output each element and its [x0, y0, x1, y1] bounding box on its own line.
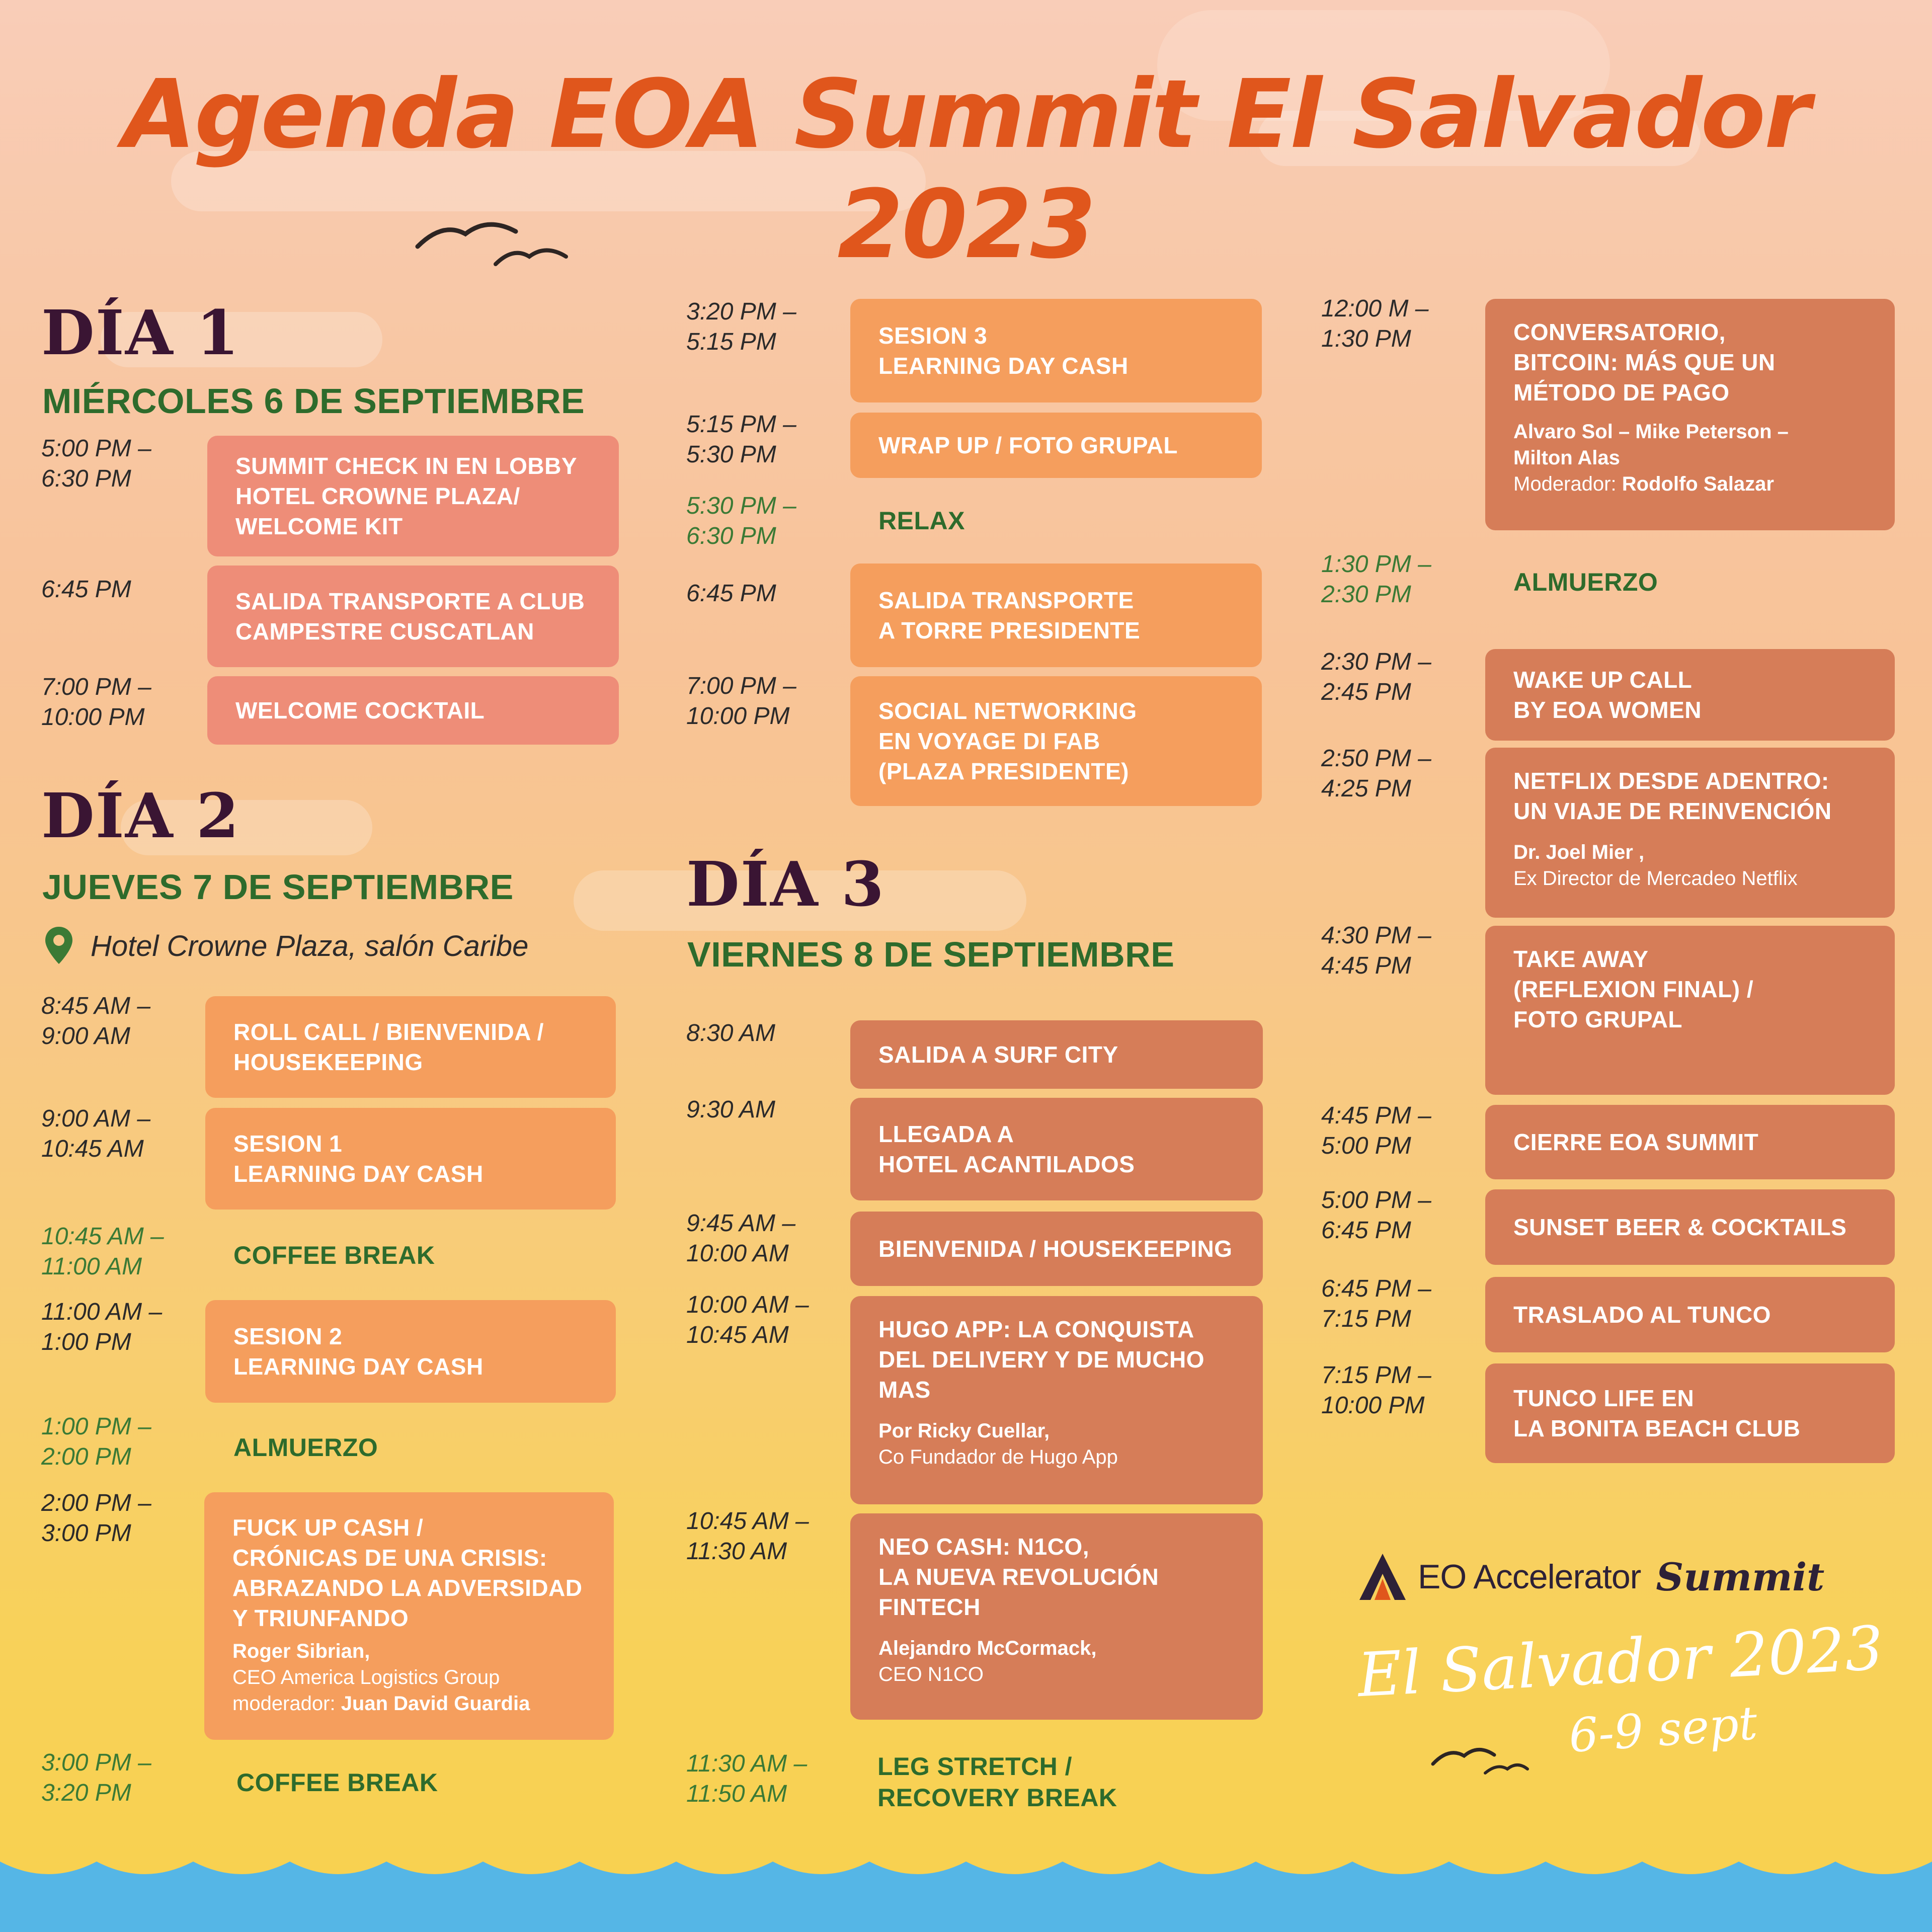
event-box [850, 564, 1262, 667]
event-title: SALIDA TRANSPORTE A TORRE PRESIDENTE [878, 587, 1141, 643]
event-title: TRASLADO AL TUNCO [1513, 1302, 1771, 1328]
event-box [850, 1212, 1263, 1286]
event-box [850, 676, 1262, 806]
day1-date: MIÉRCOLES 6 DE SEPTIEMBRE [42, 381, 585, 421]
logo-brand: EO Accelerator [1418, 1558, 1641, 1596]
event-title: ROLL CALL / BIENVENIDA / HOUSEKEEPING [233, 1019, 544, 1075]
speaker-role: CEO America Logistics Group [232, 1666, 500, 1688]
event-time: 4:30 PM – 4:45 PM [1321, 922, 1431, 979]
event-title: ALMUERZO [233, 1433, 378, 1462]
logo-brand-line [1357, 1552, 1871, 1602]
event-time: 7:15 PM – 10:00 PM [1321, 1362, 1431, 1419]
event-time: 10:45 AM – 11:00 AM [41, 1223, 164, 1280]
event-time: 7:00 PM – 10:00 PM [686, 673, 796, 730]
event-time: 7:00 PM – 10:00 PM [41, 674, 151, 731]
event-title: CIERRE EOA SUMMIT [1513, 1129, 1759, 1155]
event-box [850, 1513, 1263, 1720]
event-box [205, 1108, 616, 1210]
event-time: 3:20 PM – 5:15 PM [686, 298, 796, 355]
moderator [232, 1691, 594, 1717]
event-time: 12:00 M – 1:30 PM [1321, 295, 1429, 352]
event-title: LLEGADA A HOTEL ACANTILADOS [878, 1121, 1135, 1177]
birds-icon [413, 211, 574, 272]
event-box [205, 1300, 616, 1403]
event-title: SALIDA TRANSPORTE A CLUB CAMPESTRE CUSCATLAN [235, 588, 585, 645]
page-title: Agenda EOA Summit El Salvador 2023 [122, 59, 1810, 280]
event-title: TUNCO LIFE EN LA BONITA BEACH CLUB [1513, 1385, 1801, 1441]
moderator [1513, 471, 1875, 497]
event-time: 5:00 PM – 6:45 PM [1321, 1187, 1431, 1244]
event-box [1485, 1363, 1895, 1463]
event-box [1485, 1105, 1895, 1179]
speaker-name: Dr. Joel Mier , [1513, 841, 1645, 863]
event-box [204, 1492, 614, 1740]
event-title: SUMMIT CHECK IN EN LOBBY HOTEL CROWNE PLAZA/ WELCOME KIT [235, 453, 577, 539]
event-time: 5:00 PM – 6:30 PM [41, 435, 151, 492]
event-time: 11:00 AM – 1:00 PM [41, 1299, 163, 1355]
event-box [850, 1296, 1263, 1504]
moderator-label: moderador: [232, 1693, 336, 1715]
event-time: 9:45 AM – 10:00 AM [686, 1210, 796, 1267]
speaker-role: CEO N1CO [878, 1663, 984, 1685]
event-speaker [1513, 419, 1875, 497]
location [44, 926, 528, 966]
event-time: 1:30 PM – 2:30 PM [1321, 551, 1431, 608]
day1-heading: DÍA 1 [41, 296, 240, 369]
event-box [207, 676, 619, 745]
moderator-name: Rodolfo Salazar [1622, 473, 1774, 495]
day2-date: JUEVES 7 DE SEPTIEMBRE [42, 867, 514, 907]
moderator-name: Juan David Guardia [341, 1693, 530, 1715]
event-time: 5:30 PM – 6:30 PM [686, 493, 796, 549]
event-time: 1:00 PM – 2:00 PM [41, 1413, 151, 1470]
speaker-role: Ex Director de Mercadeo Netflix [1513, 867, 1798, 890]
event-time: 2:00 PM – 3:00 PM [41, 1490, 151, 1547]
event-title: SALIDA A SURF CITY [878, 1041, 1118, 1068]
event-title: WRAP UP / FOTO GRUPAL [878, 432, 1178, 458]
event-box [1485, 299, 1895, 530]
logo-location-year: El Salvador 2023 [1356, 1613, 1885, 1711]
event-time: 5:15 PM – 5:30 PM [686, 411, 796, 468]
event-title: CONVERSATORIO, BITCOIN: MÁS QUE UN MÉTODO DE PAGO [1513, 319, 1776, 406]
event-title: HUGO APP: LA CONQUISTA DEL DELIVERY Y DE MUCHO MAS [878, 1316, 1204, 1403]
event-time: 3:00 PM – 3:20 PM [41, 1749, 151, 1806]
event-box [1485, 1189, 1895, 1265]
event-time: 9:00 AM – 10:45 AM [41, 1105, 151, 1162]
sea-waves [0, 1846, 1932, 1932]
event-title: WELCOME COCKTAIL [235, 697, 485, 723]
event-title: SESION 3 LEARNING DAY CASH [878, 323, 1129, 379]
event-title: SESION 2 LEARNING DAY CASH [233, 1323, 484, 1380]
event-time: 10:00 AM – 10:45 AM [686, 1292, 809, 1348]
event-title: SOCIAL NETWORKING EN VOYAGE DI FAB (PLAZA PRESIDENTE) [878, 698, 1137, 784]
event-time: 2:30 PM – 2:45 PM [1321, 649, 1431, 705]
event-time: 4:45 PM – 5:00 PM [1321, 1102, 1431, 1159]
event-time: 6:45 PM [686, 580, 776, 607]
event-box [850, 1020, 1263, 1089]
event-title: FUCK UP CASH / CRÓNICAS DE UNA CRISIS: ABRAZANDO LA ADVERSIDAD Y TRIUNFANDO [232, 1514, 583, 1631]
event-box [1485, 1277, 1895, 1352]
event-time: 8:30 AM [686, 1020, 775, 1046]
event-time: 10:45 AM – 11:30 AM [686, 1508, 809, 1565]
event-title: SESION 1 LEARNING DAY CASH [233, 1131, 484, 1187]
event-time: 9:30 AM [686, 1096, 775, 1123]
speaker-name: Alejandro McCormack, [878, 1637, 1097, 1659]
event-box [207, 436, 619, 556]
event-title: COFFEE BREAK [233, 1241, 435, 1269]
event-box [207, 566, 619, 667]
logo-dates: 6-9 sept [1567, 1696, 1759, 1763]
event-box [205, 996, 616, 1098]
event-speaker [878, 1635, 1243, 1687]
day3-date: VIERNES 8 DE SEPTIEMBRE [687, 935, 1175, 974]
speaker-name: Roger Sibrian, [232, 1640, 370, 1662]
event-time: 6:45 PM [41, 576, 131, 603]
event-title: RELAX [878, 507, 965, 535]
event-title: LEG STRETCH / RECOVERY BREAK [877, 1752, 1117, 1812]
day3-heading: DÍA 3 [686, 848, 885, 920]
event-speaker [1513, 839, 1875, 892]
event-title: SUNSET BEER & COCKTAILS [1513, 1214, 1847, 1240]
event-time: 11:30 AM – 11:50 AM [686, 1750, 808, 1807]
birds-icon [1429, 1741, 1530, 1781]
event-speaker [232, 1638, 594, 1717]
event-box [850, 1098, 1263, 1200]
event-title: WAKE UP CALL BY EOA WOMEN [1513, 667, 1702, 723]
moderator-label: Moderador: [1513, 473, 1617, 495]
event-title: BIENVENIDA / HOUSEKEEPING [878, 1236, 1233, 1262]
event-speaker [878, 1418, 1243, 1470]
event-title: TAKE AWAY (REFLEXION FINAL) / FOTO GRUPAL [1513, 946, 1754, 1032]
event-box [1485, 649, 1895, 741]
speaker-name: Por Ricky Cuellar, [878, 1420, 1050, 1442]
event-title: NEO CASH: N1CO, LA NUEVA REVOLUCIÓN FINTECH [878, 1534, 1159, 1620]
map-pin-icon [44, 926, 73, 966]
location-text: Hotel Crowne Plaza, salón Caribe [91, 929, 529, 962]
eo-a-logo-icon [1357, 1552, 1408, 1602]
event-time: 8:45 AM – 9:00 AM [41, 993, 151, 1050]
event-box [850, 413, 1262, 478]
event-time: 6:45 PM – 7:15 PM [1321, 1275, 1431, 1332]
event-box [1485, 748, 1895, 918]
speaker-name: Alvaro Sol – Mike Peterson – Milton Alas [1513, 421, 1789, 469]
speaker-role: Co Fundador de Hugo App [878, 1446, 1118, 1468]
logo-summit: Summit [1656, 1554, 1825, 1599]
event-box [1485, 926, 1895, 1095]
day2-heading: DÍA 2 [41, 779, 240, 852]
event-title: COFFEE BREAK [236, 1768, 438, 1797]
event-title: NETFLIX DESDE ADENTRO: UN VIAJE DE REINVENCIÓN [1513, 768, 1832, 824]
event-title: ALMUERZO [1513, 568, 1658, 596]
event-time: 2:50 PM – 4:25 PM [1321, 745, 1431, 802]
event-box [850, 299, 1262, 403]
